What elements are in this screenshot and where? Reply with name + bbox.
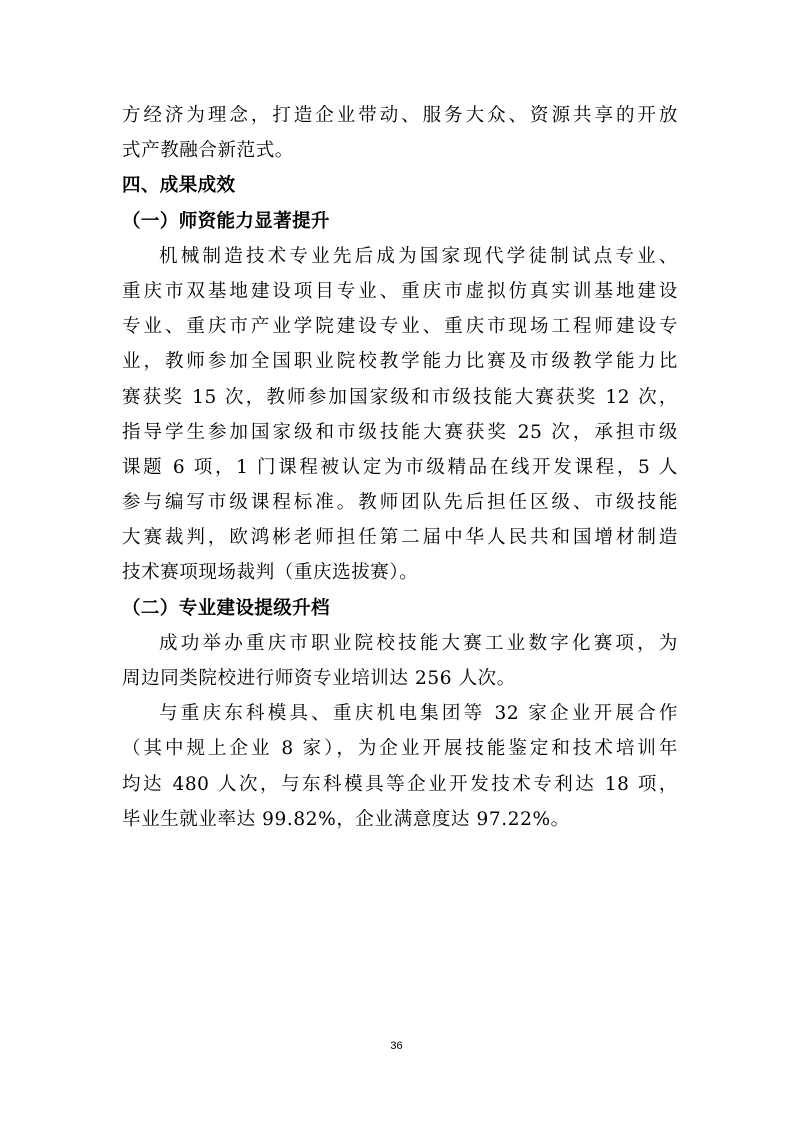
body-text-line: 周边同类院校进行师资专业培训达 256 人次。 xyxy=(122,668,516,689)
document-body xyxy=(122,98,678,837)
body-text-line: 参与编写市级课程标准。教师团队先后担任区级、市级技能 xyxy=(122,492,678,514)
subsection-heading: （一）师资能力显著提升 xyxy=(122,210,330,232)
body-text-line: 成功举办重庆市职业院校技能大赛工业数字化赛项，为 xyxy=(159,632,678,654)
subsection-heading: （二）专业建设提级升档 xyxy=(122,597,330,619)
body-text-line: 毕业生就业率达 99.82%，企业满意度达 97.22%。 xyxy=(122,808,570,830)
body-text-line: 大赛裁判，欧鸿彬老师担任第二届中华人民共和国增材制造 xyxy=(122,527,678,549)
section-heading: 四、成果成效 xyxy=(122,175,236,197)
body-text-line: 方经济为理念，打造企业带动、服务大众、资源共享的开放 xyxy=(122,105,678,126)
body-text-line: 均达 480 人次，与东科模具等企业开发技术专利达 18 项， xyxy=(122,773,678,795)
body-text-line: 式产教融合新范式。 xyxy=(122,140,294,162)
body-text-line: 机械制造技术专业先后成为国家现代学徒制试点专业、 xyxy=(159,245,678,267)
body-text-line: 专业、重庆市产业学院建设专业、重庆市现场工程师建设专 xyxy=(122,316,678,338)
body-text-line: 重庆市双基地建设项目专业、重庆市虚拟仿真实训基地建设 xyxy=(122,280,678,302)
page-number: 36 xyxy=(390,1040,403,1052)
body-text-line: 赛获奖 15 次，教师参加国家级和市级技能大赛获奖 12 次， xyxy=(122,386,678,408)
body-text-line: 业，教师参加全国职业院校教学能力比赛及市级教学能力比 xyxy=(122,351,678,373)
body-text-line: 与重庆东科模具、重庆机电集团等 32 家企业开展合作 xyxy=(159,703,678,725)
body-text-line: 技术赛项现场裁判（重庆选拔赛）。 xyxy=(122,562,419,584)
body-text-line: （其中规上企业 8 家），为企业开展技能鉴定和技术培训年 xyxy=(122,738,678,760)
body-text-line: 课题 6 项，1 门课程被认定为市级精品在线开发课程，5 人 xyxy=(122,456,678,478)
body-text-line: 指导学生参加国家级和市级技能大赛获奖 25 次，承担市级 xyxy=(122,421,678,443)
